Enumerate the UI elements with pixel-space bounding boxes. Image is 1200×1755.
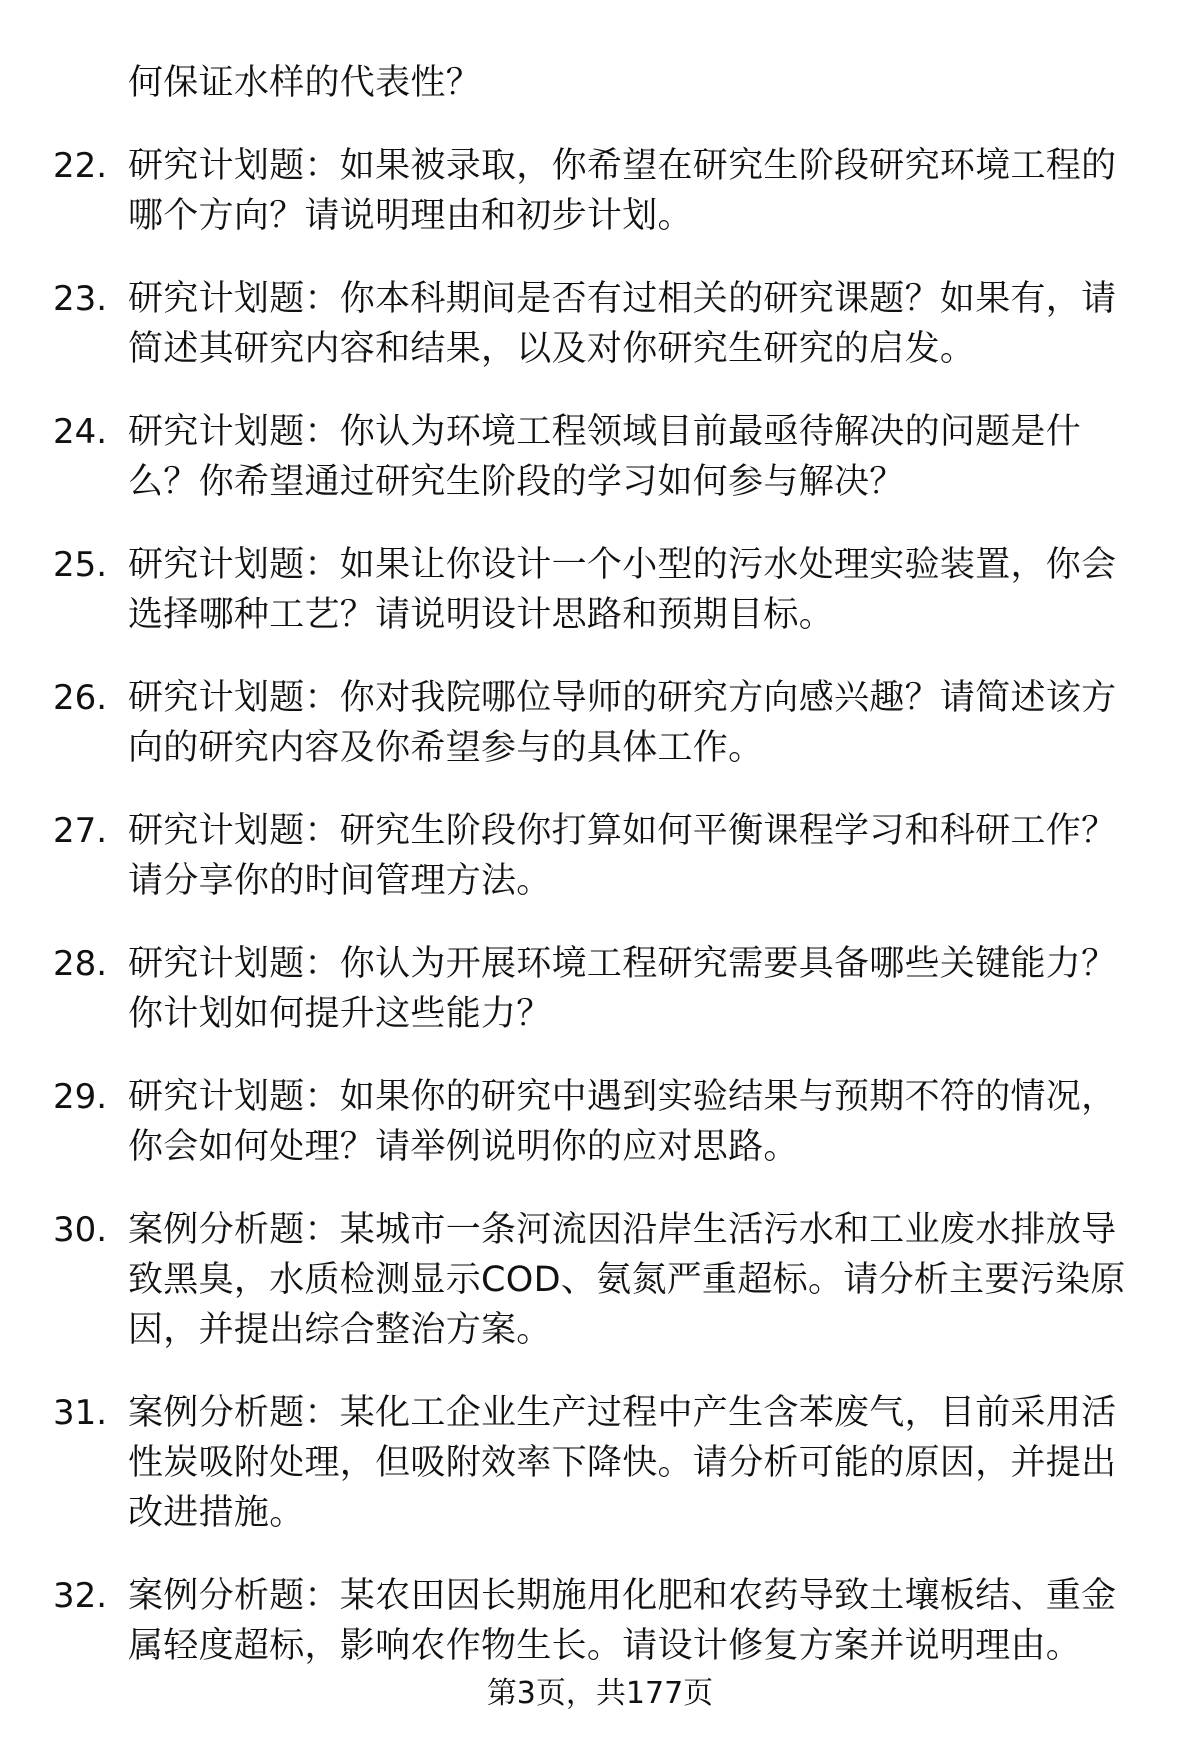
question-text-line: 向的研究内容及你希望参与的具体工作。	[128, 728, 764, 768]
question-item	[0, 1571, 1200, 1671]
question-text-line: 改进措施。	[128, 1493, 305, 1533]
question-item	[0, 274, 1200, 374]
question-text-line: 研究计划题：研究生阶段你打算如何平衡课程学习和科研工作？	[128, 811, 1117, 851]
question-number: 30.	[53, 1210, 108, 1250]
question-item	[0, 1205, 1200, 1355]
question-text-line: 何保证水样的代表性？	[128, 63, 482, 103]
question-text-line: 研究计划题：你本科期间是否有过相关的研究课题？如果有，请	[128, 279, 1117, 319]
question-text-line: 研究计划题：如果让你设计一个小型的污水处理实验装置，你会	[128, 545, 1117, 585]
question-item	[0, 407, 1200, 507]
question-item	[0, 1072, 1200, 1172]
question-number: 24.	[53, 412, 108, 452]
question-text-line: 因，并提出综合整治方案。	[128, 1310, 552, 1350]
question-text-line: 属轻度超标，影响农作物生长。请设计修复方案并说明理由。	[128, 1626, 1082, 1666]
question-text-line: 案例分析题：某农田因长期施用化肥和农药导致土壤板结、重金	[128, 1576, 1117, 1616]
question-item	[0, 1388, 1200, 1538]
question-text-line: 你计划如何提升这些能力？	[128, 994, 552, 1034]
question-number: 26.	[53, 678, 108, 718]
page-footer: 第3页，共177页	[486, 1676, 714, 1711]
question-number: 31.	[53, 1393, 108, 1433]
question-text-line: 研究计划题：如果你的研究中遇到实验结果与预期不符的情况，	[128, 1077, 1117, 1117]
question-item	[0, 540, 1200, 640]
question-text-line: 么？你希望通过研究生阶段的学习如何参与解决？	[128, 462, 905, 502]
question-text-line: 请分享你的时间管理方法。	[128, 861, 552, 901]
question-text-line: 性炭吸附处理，但吸附效率下降快。请分析可能的原因，并提出	[128, 1443, 1117, 1483]
question-number: 29.	[53, 1077, 108, 1117]
question-text-line: 案例分析题：某城市一条河流因沿岸生活污水和工业废水排放导	[128, 1210, 1117, 1250]
question-item	[0, 806, 1200, 906]
question-text-line: 研究计划题：你认为环境工程领域目前最亟待解决的问题是什	[128, 412, 1082, 452]
question-text-line: 致黑臭，水质检测显示COD、氨氮严重超标。请分析主要污染原	[128, 1260, 1126, 1300]
question-number: 27.	[53, 811, 108, 851]
question-text-line: 选择哪种工艺？请说明设计思路和预期目标。	[128, 595, 835, 635]
question-text-line: 案例分析题：某化工企业生产过程中产生含苯废气，目前采用活	[128, 1393, 1117, 1433]
question-number: 25.	[53, 545, 108, 585]
question-item	[0, 673, 1200, 773]
question-number: 23.	[53, 279, 108, 319]
question-number: 22.	[53, 146, 108, 186]
question-text-line: 你会如何处理？请举例说明你的应对思路。	[128, 1127, 799, 1167]
question-item	[0, 141, 1200, 241]
question-text-line: 简述其研究内容和结果，以及对你研究生研究的启发。	[128, 329, 976, 369]
question-number: 28.	[53, 944, 108, 984]
question-text-line: 研究计划题：你认为开展环境工程研究需要具备哪些关键能力？	[128, 944, 1117, 984]
question-item	[0, 939, 1200, 1039]
question-text-line: 哪个方向？请说明理由和初步计划。	[128, 196, 693, 236]
question-list	[0, 58, 1200, 1704]
question-number: 32.	[53, 1576, 108, 1616]
question-text-line: 研究计划题：你对我院哪位导师的研究方向感兴趣？请简述该方	[128, 678, 1117, 718]
question-text-line: 研究计划题：如果被录取，你希望在研究生阶段研究环境工程的	[128, 146, 1117, 186]
question-item	[0, 58, 1200, 108]
